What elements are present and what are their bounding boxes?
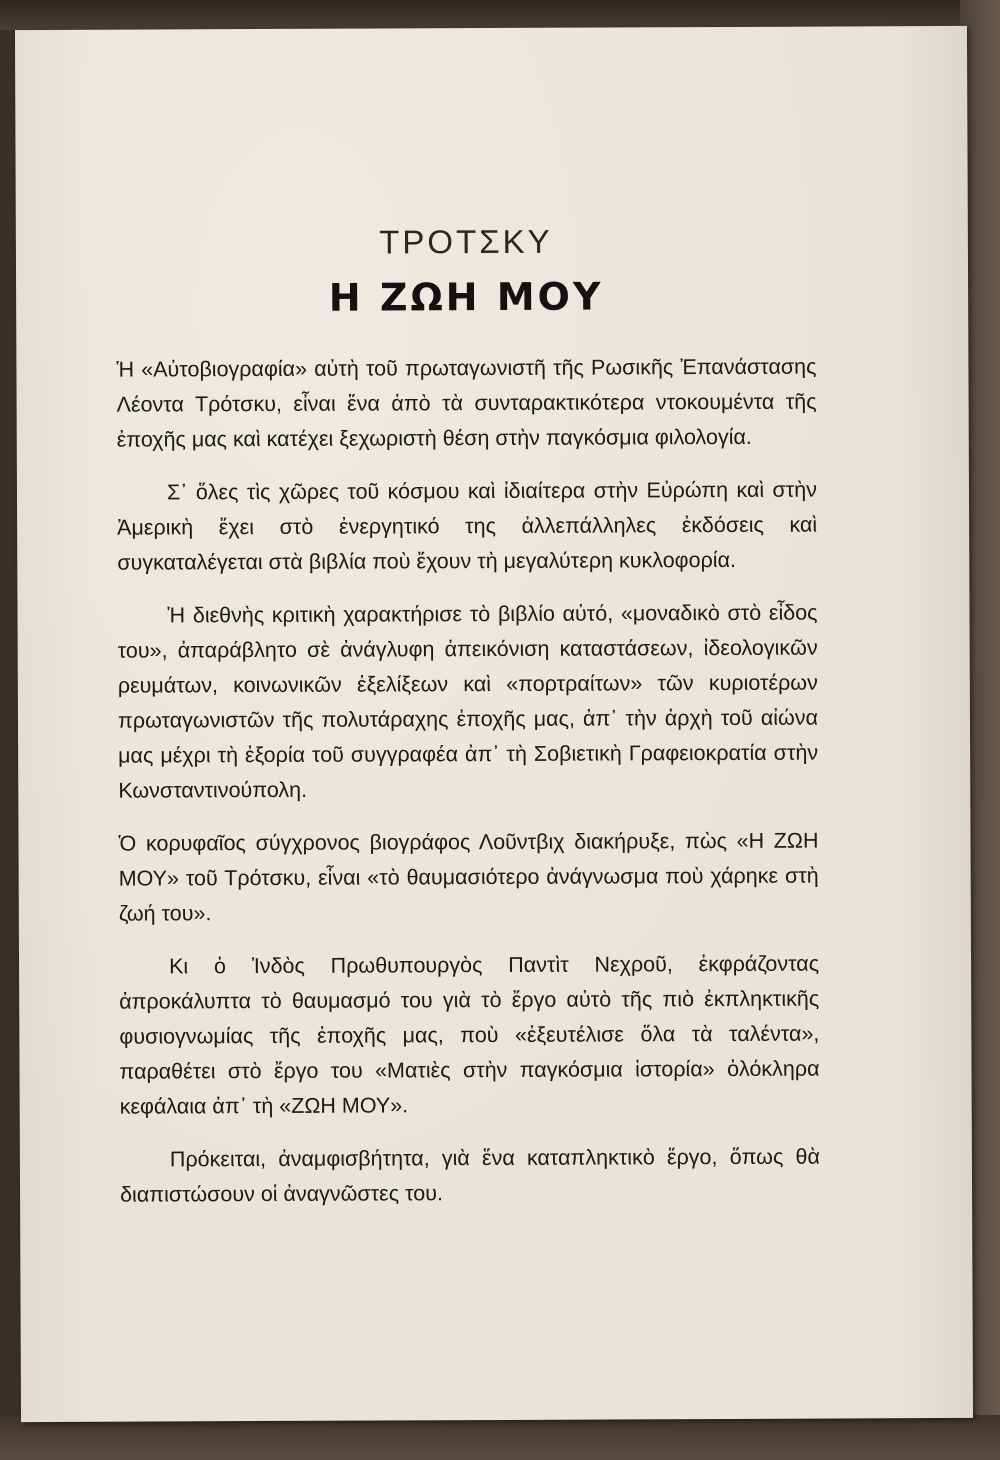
cover-text-block <box>116 222 820 1231</box>
paragraph-4: Ὁ κορυφαῖος σύγχρονος βιογράφος Λοῦντβιχ διακήρυξε, πὼς «Η ΖΩΗ ΜΟΥ» τοῦ Τρότσκυ, εἶναι «τὸ θαυμασιότερο ἀνάγνωσμα ποὺ χάρηκε στὴ ζωή του». <box>118 828 819 926</box>
author-name: ΤΡΟΤΣΚΥ <box>379 222 553 261</box>
background-bottom <box>0 1415 1000 1460</box>
book-title: Η ΖΩΗ ΜΟΥ <box>328 274 604 320</box>
paragraph-2: Σ᾿ ὅλες τὶς χῶρες τοῦ κόσμου καὶ ἰδιαίτερα στὴν Εὐρώπη καὶ στὴν Ἀμερικὴ ἔχει στὸ ἐνεργητικό της ἀλλεπάλληλες ἐκδόσεις καὶ συγκαταλέγεται στὰ βιβλία ποὺ ἔχουν τὴ μεγαλύτερη κυκλοφορία. <box>117 477 818 575</box>
paragraph-1: Ἡ «Αὐτοβιογραφία» αὐτὴ τοῦ πρωταγωνιστῆ τῆς Ρωσικῆς Ἐπανάστασης Λέοντα Τρότσκυ, εἶναι ἕνα ἀπὸ τὰ συνταρακτικότερα ντοκουμέντα τῆς ἐποχῆς μας καὶ κατέχει ξεχωριστὴ θέση στὴν παγκόσμια φιλολογία. <box>116 354 817 452</box>
paragraph-6: Πρόκειται, ἀναμφισβήτητα, γιὰ ἕνα καταπληκτικὸ ἔργο, ὅπως θὰ διαπιστώσουν οἱ ἀναγνῶστες του. <box>119 1144 820 1207</box>
book-back-cover <box>15 26 973 1422</box>
paragraph-5: Κι ὁ Ἰνδὸς Πρωθυπουργὸς Παντὶτ Νεχροῦ, ἐκφράζοντας ἀπροκάλυπτα τὸ θαυμασμό του γιὰ τὸ ἔργο αὐτὸ τῆς πιὸ ἐκπληκτικῆς φυσιογνωμίας τῆς ἐποχῆς μας, ποὺ «ἐξευτέλισε ὅλα τὰ ταλέντα», παραθέτει στὸ ἔργο του «Ματιὲς στὴν παγκόσμια ἱστορία» ὁλόκληρα κεφάλαια ἀπ᾿ τὴ «ΖΩΗ ΜΟΥ». <box>119 951 820 1119</box>
paragraph-3: Ἡ διεθνὴς κριτικὴ χαρακτήρισε τὸ βιβλίο αὐτό, «μοναδικὸ στὸ εἶδος του», ἀπαράβλητο σὲ ἀνάγλυφη ἀπεικόνιση καταστάσεων, ἰδεολογικῶν ρευμάτων, κοινωνικῶν ἐξελίξεων καὶ «πορτραίτων» τῶν κυριοτέρων πρωταγωνιστῶν τῆς πολυτάραχης ἐποχῆς μας, ἀπ᾿ τὴν ἀρχὴ τοῦ αἰώνα μας μέχρι τὴ ἐξορία τοῦ συγγραφέα ἀπ᾿ τὴ Σοβιετικὴ Γραφειοκρατία στὴν Κωνσταντινούπολη. <box>117 600 819 803</box>
